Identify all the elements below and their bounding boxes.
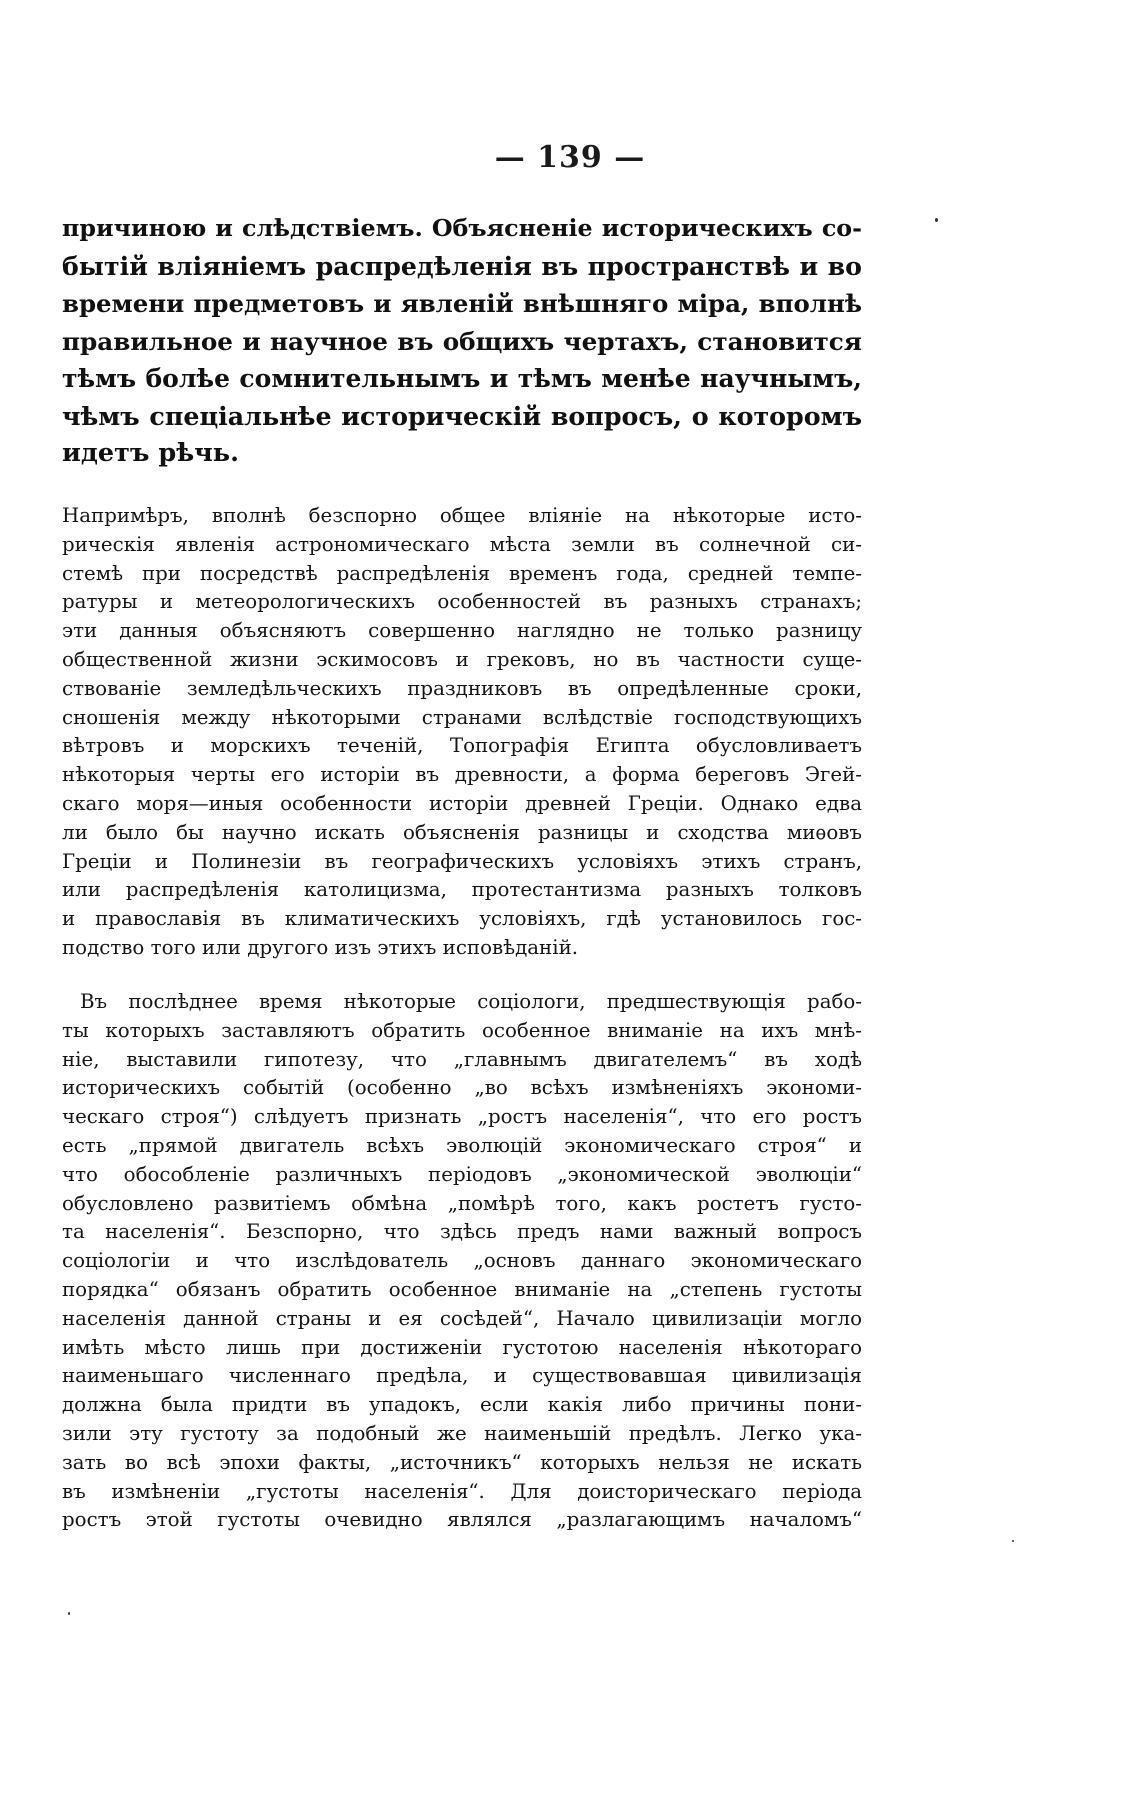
text-line: Греціи и Полинезіи въ географическихъ условіяхъ этихъ странъ, [62, 849, 862, 873]
text-line: подство того или другого изъ этихъ исповѣданій. [62, 935, 579, 959]
text-line: чѣмъ спеціальнѣе историческій вопросъ, о которомъ [62, 400, 862, 431]
page-number: — 139 — [494, 140, 646, 175]
text-line: ратуры и метеорологическихъ особенностей въ разныхъ странахъ; [62, 590, 862, 614]
text-line: зили эту густоту за подобный же наименьшій предѣлъ. Легко ука- [62, 1421, 862, 1445]
text-line: времени предметовъ и явленій внѣшняго міра, вполнѣ [62, 289, 862, 318]
text-line: въ измѣненіи „густоты населенія“. Для доисторическаго періода [62, 1479, 862, 1503]
text-line: историческихъ событій (особенно „во всѣхъ измѣненіяхъ экономи- [62, 1076, 862, 1100]
text-line: населенія данной страны и ея сосѣдей“, Начало цивилизаціи могло [62, 1306, 862, 1330]
text-line: ніе, выставили гипотезу, что „главнымъ двигателемъ“ въ ходѣ [62, 1047, 862, 1071]
text-line: есть „прямой двигатель всѣхъ эволюцій экономическаго строя“ и [62, 1133, 862, 1157]
text-line: идетъ рѣчь. [62, 438, 239, 468]
text-line: ростъ этой густоты очевидно являлся „разлагающимъ началомъ“ [62, 1508, 862, 1532]
text-line: сношенія между нѣкоторыми странами вслѣдствіе господствующихъ [62, 705, 862, 729]
paragraph-2 [62, 988, 862, 1535]
text-line: ствованіе земледѣльческихъ праздниковъ въ опредѣленные сроки, [62, 676, 862, 700]
text-line: что обособленіе различныхъ періодовъ „экономической эволюціи“ [62, 1162, 862, 1186]
text-line: вѣтровъ и морскихъ теченій, Топографія Египта обусловливаетъ [62, 734, 862, 758]
text-line: должна была придти въ упадокъ, если какія либо причины пони- [62, 1393, 862, 1417]
text-line: общественной жизни эскимосовъ и грековъ, но въ частности суще- [62, 647, 862, 671]
text-line: порядка“ обязанъ обратить особенное вниманіе на „степень густоты [62, 1277, 862, 1301]
text-line: ческаго строя“) слѣдуетъ признать „ростъ населенія“, что его ростъ [62, 1105, 862, 1129]
text-line: тѣмъ болѣе сомнительнымъ и тѣмъ менѣе научнымъ, [62, 363, 862, 393]
text-line: эти данныя объясняютъ совершенно наглядно не только разницу [62, 619, 862, 643]
text-line: и православія въ климатическихъ условіяхъ, гдѣ установилось гос- [62, 907, 862, 931]
text-line: ты которыхъ заставляютъ обратить особенное вниманіе на ихъ мнѣ- [62, 1018, 862, 1042]
text-line: имѣть мѣсто лишь при достиженіи густотою населенія нѣкотораго [62, 1335, 862, 1359]
text-line: Напримѣръ, вполнѣ безспорно общее вліяніе на нѣкоторые исто- [62, 504, 862, 527]
lead-paragraph [62, 210, 862, 473]
text-line: стемѣ при посредствѣ распредѣленія временъ года, средней темпе- [62, 561, 862, 585]
text-line: причиною и слѣдствіемъ. Объясненіе историческихъ со- [62, 214, 862, 242]
text-line: правильное и научное въ общихъ чертахъ, становится [62, 326, 862, 356]
text-line: скаго моря—иныя особенности исторіи древней Греціи. Однако едва [62, 791, 862, 815]
text-line: та населенія“. Безспорно, что здѣсь предъ нами важный вопросъ [62, 1220, 862, 1244]
scan-speck [935, 218, 938, 222]
scan-speck [1012, 1540, 1014, 1542]
text-line: бытій вліяніемъ распредѣленія въ пространствѣ и во [62, 250, 862, 281]
scan-speck [68, 1612, 70, 1615]
text-line: ли было бы научно искать объясненія разницы и сходства миѳовъ [62, 820, 862, 844]
text-line: рическія явленія астрономическаго мѣста земли въ солнечной си- [62, 532, 862, 556]
paragraph-1 [62, 502, 862, 963]
text-line: соціологіи и что изслѣдователь „основъ даннаго экономическаго [62, 1249, 862, 1273]
text-line: наименьшаго численнаго предѣла, и существовавшая цивилизація [62, 1364, 862, 1388]
text-line: нѣкоторыя черты его исторіи въ древности, а форма береговъ Эгей- [62, 763, 862, 787]
text-line: зать во всѣ эпохи факты, „источникъ“ которыхъ нельзя не искать [62, 1450, 862, 1474]
text-line: обусловлено развитіемъ обмѣна „помѣрѣ того, какъ ростетъ густо- [62, 1191, 862, 1215]
text-line: Въ послѣднее время нѣкоторые соціологи, предшествующія рабо- [80, 990, 862, 1013]
text-line: или распредѣленія католицизма, протестантизма разныхъ толковъ [62, 878, 862, 902]
